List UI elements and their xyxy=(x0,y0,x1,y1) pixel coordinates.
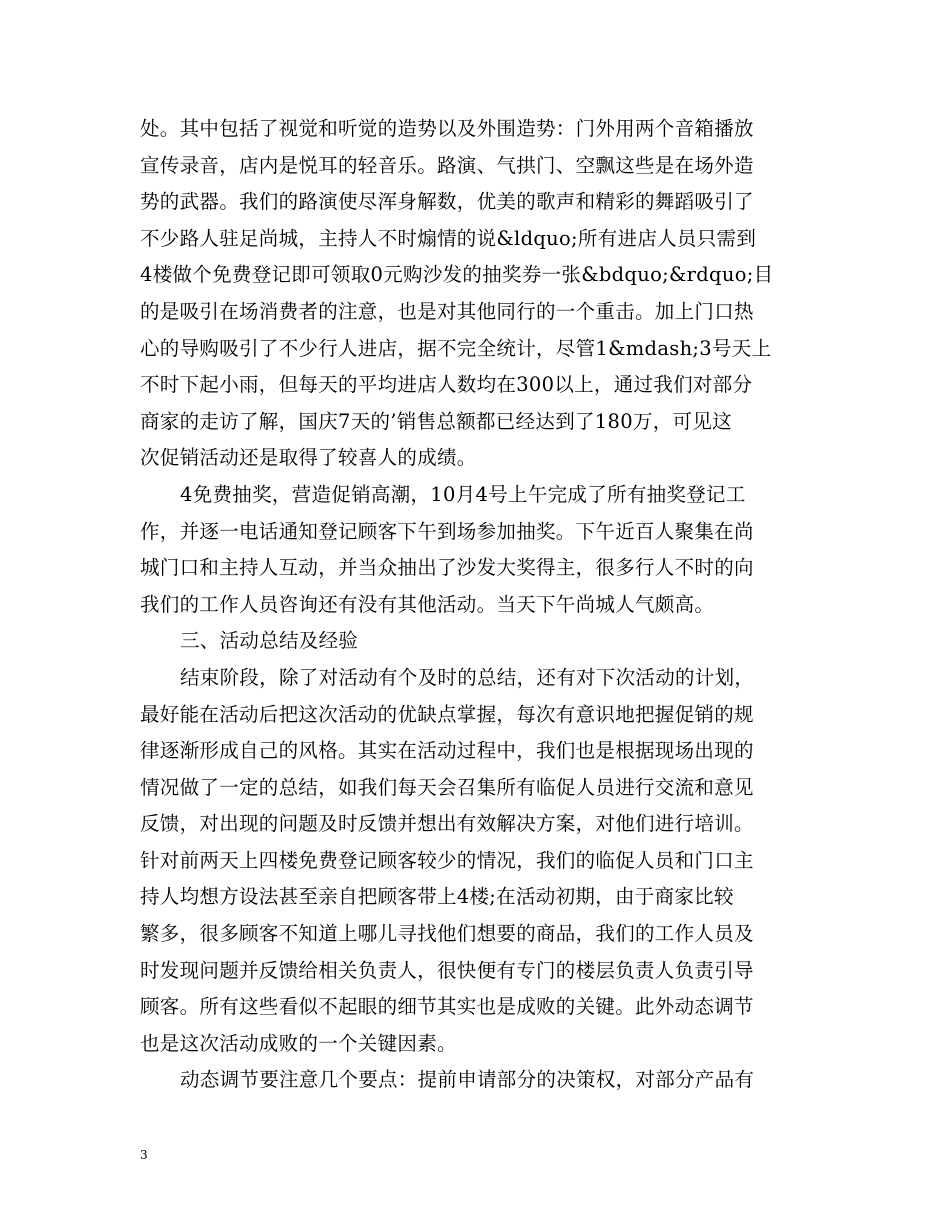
text-line: 反馈，对出现的问题及时反馈并想出有效解决方案，对他们进行培训。 xyxy=(140,812,754,836)
text-line: 不时下起小雨，但每天的平均进店人数均在300以上，通过我们对部分 xyxy=(140,373,753,397)
text-line: 时发现问题并反馈给相关负责人，很快便有专门的楼层负责人负责引导 xyxy=(140,958,754,982)
text-line: 繁多，很多顾客不知道上哪儿寻找他们想要的商品，我们的工作人员及 xyxy=(140,922,754,946)
text-line: 处。其中包括了视觉和听觉的造势以及外围造势：门外用两个音箱播放 xyxy=(140,117,754,140)
text-line: 针对前两天上四楼免费登记顾客较少的情况，我们的临促人员和门口主 xyxy=(140,848,754,872)
section-heading: 三、活动总结及经验 xyxy=(180,629,359,653)
text-line: 宣传录音，店内是悦耳的轻音乐。路演、气拱门、空飘这些是在场外造 xyxy=(140,153,754,177)
text-line: 情况做了一定的总结，如我们每天会召集所有临促人员进行交流和意见 xyxy=(140,775,754,799)
page-number: 3 xyxy=(140,1148,148,1162)
text-line: 的是吸引在场消费者的注意，也是对其他同行的一个重击。加上门口热 xyxy=(140,299,754,323)
text-line: 4楼做个免费登记即可领取0元购沙发的抽奖券一张&bdquo;&rdquo;目 xyxy=(140,263,774,287)
text-line: 不少路人驻足尚城，主持人不时煽情的说&ldquo;所有进店人员只需到 xyxy=(140,226,757,250)
text-line: 作，并逐一电话通知登记顾客下午到场参加抽奖。下午近百人聚集在尚 xyxy=(140,519,754,543)
text-line: 也是这次活动成败的一个关键因素。 xyxy=(140,1031,457,1055)
paragraph-start-line: 动态调节要注意几个要点：提前申请部分的决策权，对部分产品有 xyxy=(180,1068,755,1092)
paragraph-start-line: 4免费抽奖，营造促销高潮，10月4号上午完成了所有抽奖登记工 xyxy=(180,482,746,506)
text-line: 心的导购吸引了不少行人进店，据不完全统计，尽管1&mdash;3号天上 xyxy=(140,336,772,360)
text-line: 最好能在活动后把这次活动的优缺点掌握，每次有意识地把握促销的规 xyxy=(140,702,754,726)
paragraph-start-line: 结束阶段，除了对活动有个及时的总结，还有对下次活动的计划， xyxy=(180,665,755,689)
text-line: 次促销活动还是取得了较喜人的成绩。 xyxy=(140,446,477,470)
text-line: 我们的工作人员咨询还有没有其他活动。当天下午尚城人气颇高。 xyxy=(140,592,715,616)
text-line: 律逐渐形成自己的风格。其实在活动过程中，我们也是根据现场出现的 xyxy=(140,739,754,763)
text-line: 势的武器。我们的路演使尽浑身解数，优美的歌声和精彩的舞蹈吸引了 xyxy=(140,190,754,214)
text-line: 持人均想方设法甚至亲自把顾客带上4楼;在活动初期，由于商家比较 xyxy=(140,885,734,909)
text-line: 商家的走访了解，国庆7天的’销售总额都已经达到了180万，可见这 xyxy=(140,409,732,433)
text-line: 城门口和主持人互动，并当众抽出了沙发大奖得主，很多行人不时的向 xyxy=(140,556,754,580)
body-text xyxy=(140,111,820,1099)
text-line: 顾客。所有这些看似不起眼的细节其实也是成败的关键。此外动态调节 xyxy=(140,995,754,1019)
